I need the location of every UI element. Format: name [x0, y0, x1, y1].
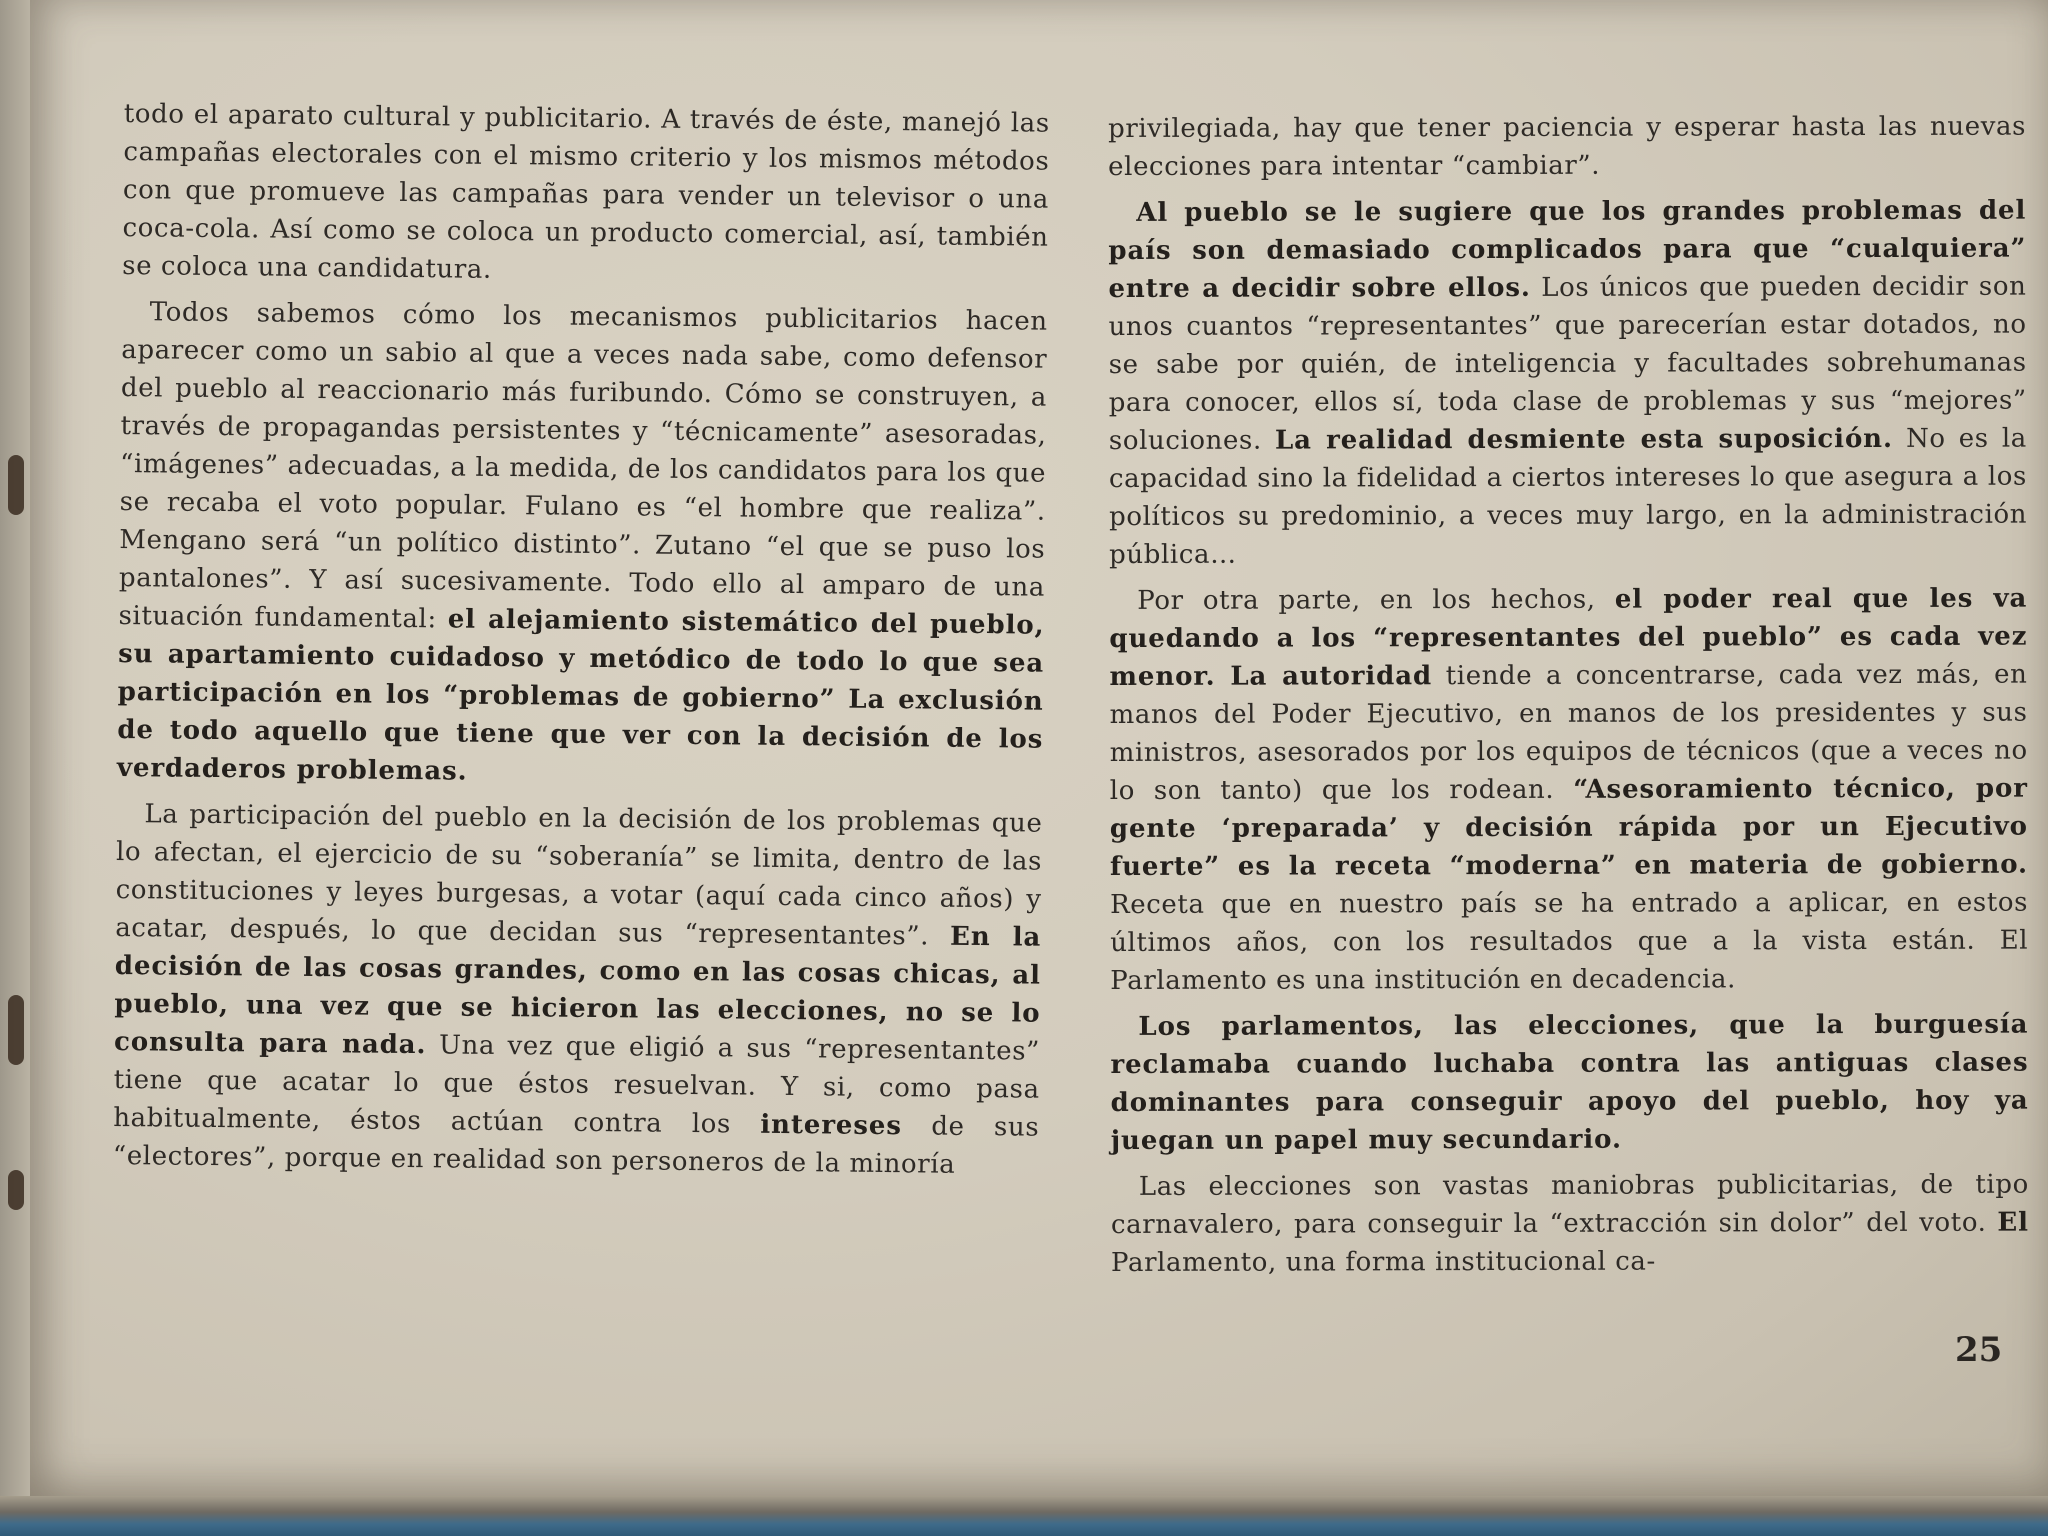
text-segment: Por otra parte, en los hechos,	[1137, 584, 1615, 616]
left-column	[113, 95, 1050, 1193]
text-segment: No es la capacidad sino la fidelidad a ciertos intereses lo que asegura a los políticos su predominio, a veces muy largo, en la administración pública…	[1108, 423, 2028, 570]
text-segment: Todos sabemos cómo los mecanismos publicitarios hacen aparecer como un sabio al que a veces nada sabe, como defensor del pueblo al reaccionario más furibundo. Cómo se construyen, a través de propagandas persistentes y “técnicamente” asesoradas, “imágenes” adecuadas, a la medida, de los candidatos para los que se recaba el voto popular. Fulano es “el hombre que realiza”. Mengano será “un político distinto”. Zutano “el que se puso los pantalones”. Y así sucesivamente. Todo ello al amparo de una situación fundamental:	[118, 297, 1048, 635]
binding-stitch-mark	[8, 1170, 24, 1210]
paragraph	[113, 795, 1043, 1185]
text-segment: de sus “electores”, porque en realidad son personeros de la minoría	[112, 1111, 1040, 1180]
bold-text-segment: Los parlamentos, las elecciones, que la burguesía reclamaba cuando luchaba contra las antiguas clases dominantes para conseguir apoyo del pueblo, hoy ya juegan un papel muy secundario.	[1110, 1009, 2029, 1156]
bold-text-segment: La realidad desmiente esta suposición.	[1274, 423, 1893, 456]
page-bottom-edge	[0, 1496, 2048, 1536]
paragraph	[1110, 1006, 2028, 1160]
text-segment: privilegiada, hay que tener paciencia y esperar hasta las nuevas elecciones para intentar “cambiar”.	[1108, 111, 2027, 182]
paragraph	[1108, 192, 2027, 574]
bold-text-segment: Al pueblo se le sugiere que los grandes problemas del país son demasiado complicados para que “cualquiera” entre a decidir sobre ellos.	[1108, 195, 2027, 304]
bold-text-segment: el alejamiento sistemático del pueblo, su apartamiento cuidadoso y metódico de todo lo que sea participación en los “problemas de gobierno” La exclusión de todo aquello que tiene que ver con la decisión de los verdaderos problemas.	[116, 604, 1045, 787]
text-segment: Los únicos que pueden decidir son unos cuantos “representantes” que parecerían estar dotados, no se sabe por quién, de inteligencia y facultades sobrehumanas para conocer, ellos sí, toda clase de problemas y sus “mejores” soluciones.	[1108, 271, 2027, 456]
page-number: 25	[1955, 1330, 2003, 1370]
bold-text-segment: el poder real que les va quedando a los “representantes del pueblo” es cada vez menor. La autoridad	[1109, 583, 2028, 692]
text-segment: Las elecciones son vastas maniobras publicitarias, de tipo carnavalero, para conseguir la “extracción sin dolor” del voto.	[1110, 1169, 2029, 1240]
bold-text-segment: intereses	[760, 1109, 903, 1142]
bold-text-segment: “Asesoramiento técnico, por gente ‘preparada’ y decisión rápida por un Ejecutivo fuerte” es la receta “moderna” en materia de gobierno.	[1109, 773, 2029, 882]
bold-text-segment: El	[1997, 1207, 2029, 1238]
text-segment: Receta que en nuestro país se ha entrado a aplicar, en estos últimos años, con los resultados que a la vista están. El Parlamento es una institución en decadencia.	[1110, 887, 2029, 996]
text-segment: Una vez que eligió a sus “representantes” tiene que acatar lo que éstos resuelvan. Y si, como pasa habitualmente, éstos actúan contra los	[113, 1030, 1041, 1140]
paragraph	[117, 293, 1048, 797]
book-page	[30, 0, 2048, 1500]
right-column	[1108, 108, 2029, 1290]
binding-stitch-mark	[8, 995, 24, 1065]
paragraph	[1109, 580, 2028, 1000]
text-segment: La participación del pueblo en la decisión de los problemas que lo afectan, el ejercicio de su “soberanía” se limita, dentro de las constituciones y leyes burgesas, a votar (aquí cada cinco años) y acatar, después, lo que decidan sus “representantes”.	[115, 799, 1043, 952]
text-segment: tiende a concentrarse, cada vez más, en manos del Poder Ejecutivo, en manos de los presidentes y sus ministros, asesorados por los equipos de técnicos (que a veces no lo son tanto) que los rodean.	[1109, 659, 2028, 806]
paragraph	[1111, 1166, 2029, 1282]
paragraph	[122, 95, 1050, 295]
text-segment: Parlamento, una forma institucional ca-	[1110, 1246, 1656, 1278]
paragraph	[1108, 108, 2026, 186]
binding-stitch-mark	[8, 455, 24, 515]
bold-text-segment: En la decisión de las cosas grandes, como en las cosas chicas, al pueblo, una vez que se hicieron las elecciones, no se lo consulta para nada.	[113, 921, 1042, 1061]
text-segment: todo el aparato cultural y publicitario. A través de éste, manejó las campañas electorales con el mismo criterio y los mismos métodos con que promueve las campañas para vender un televisor o una coca-cola. Así como se coloca un producto comercial, así, también se coloca una candidatura.	[122, 98, 1050, 285]
